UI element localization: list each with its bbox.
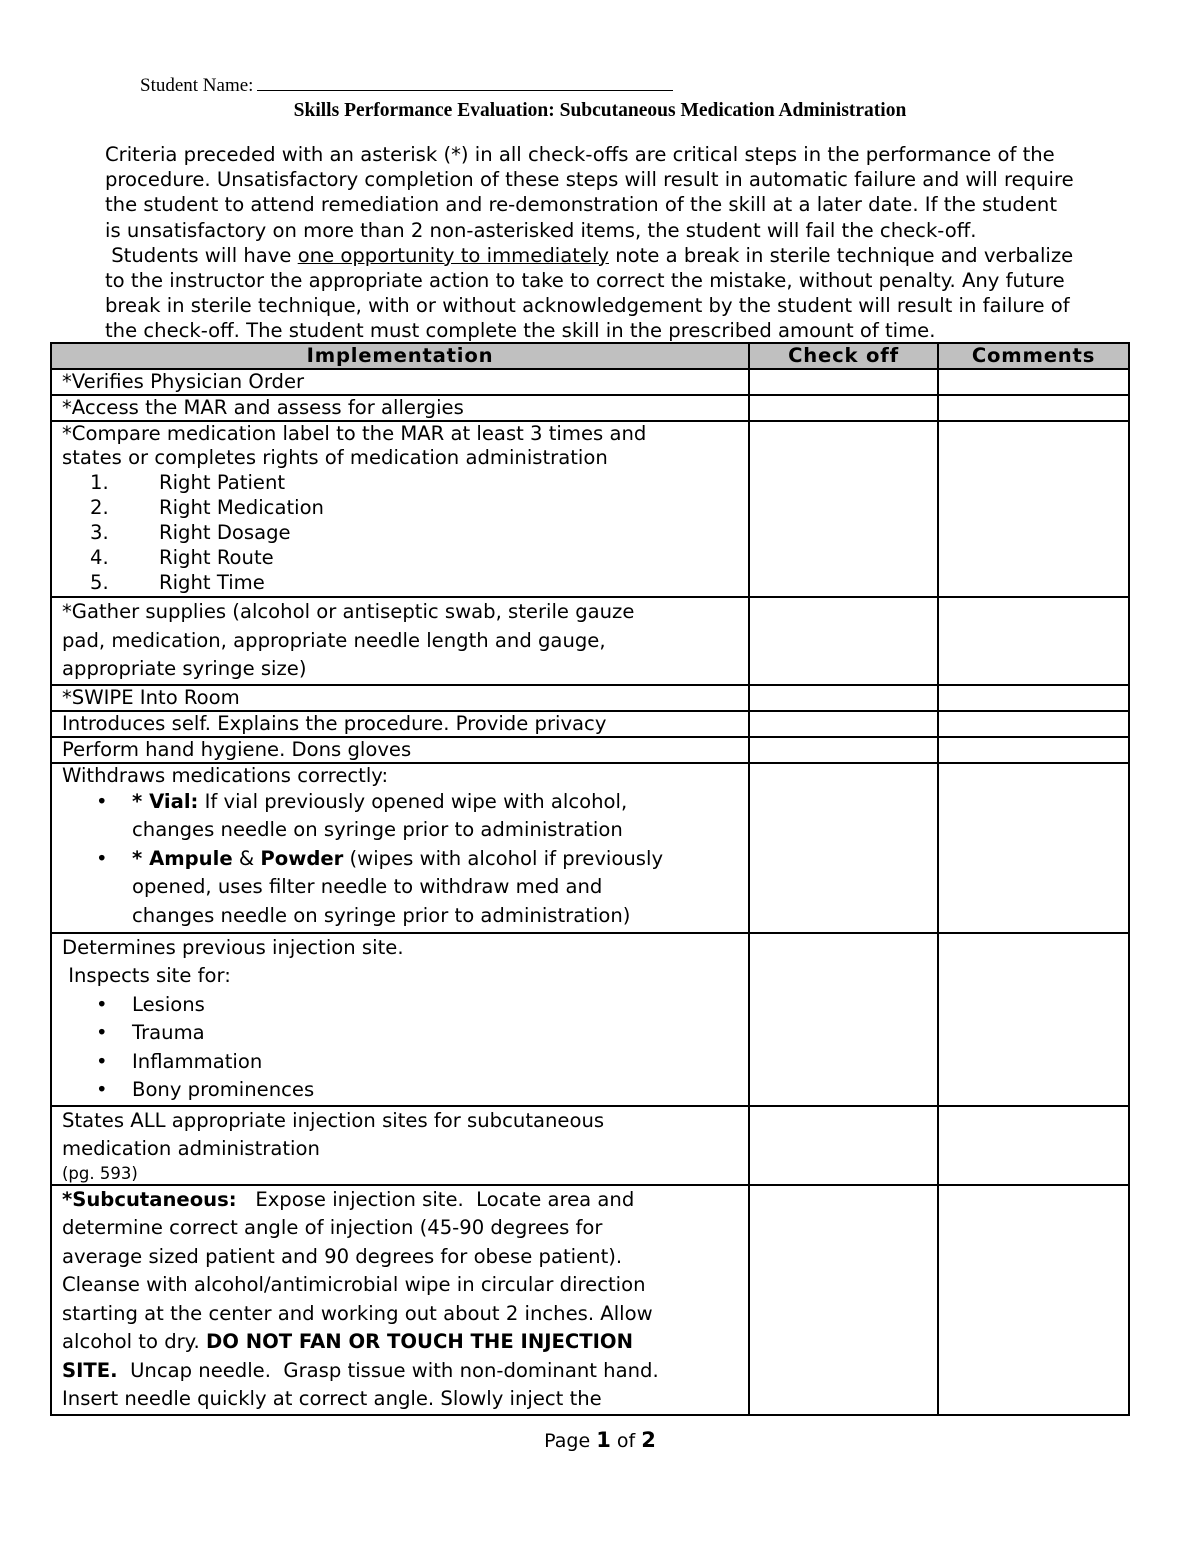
check-off-cell[interactable] (749, 369, 938, 395)
list-number: 5. (90, 571, 109, 594)
list-item (62, 470, 738, 495)
comments-cell[interactable] (938, 597, 1129, 685)
cell-text: Determines previous injection site. (62, 935, 404, 959)
cell-text: *Compare medication label to the MAR at least 3 times and (62, 422, 647, 445)
bullet-icon: • (96, 1021, 108, 1044)
check-off-cell[interactable] (749, 1185, 938, 1415)
student-name-blank[interactable] (257, 74, 673, 91)
table-row (51, 737, 1129, 763)
bullet-icon: • (96, 1049, 108, 1073)
ampule-label: * Ampule (132, 846, 233, 870)
criteria-line: break in sterile technique, with or without acknowledgement by the student will result in failure of (105, 294, 1070, 318)
comments-cell[interactable] (938, 737, 1129, 763)
comments-cell[interactable] (938, 369, 1129, 395)
list-item (62, 845, 738, 931)
withdraw-list (62, 788, 738, 931)
list-text: Trauma (132, 1021, 205, 1044)
list-text: Right Medication (159, 496, 324, 519)
implementation-cell (51, 933, 749, 1106)
implementation-cell (51, 597, 749, 685)
criteria-line: Criteria preceded with an asterisk (*) in all check-offs are critical steps in the performance of the (105, 143, 1055, 166)
cell-text: pad, medication, appropriate needle length and gauge, (62, 628, 606, 652)
list-item (62, 520, 738, 545)
table-row (51, 421, 1129, 597)
check-off-cell[interactable] (749, 395, 938, 421)
criteria-paragraph (105, 142, 1180, 344)
comments-cell[interactable] (938, 1185, 1129, 1415)
criteria-underlined-text: one opportunity to immediately (297, 243, 609, 267)
list-item (62, 1048, 738, 1077)
cell-text: alcohol to dry. (62, 1330, 206, 1353)
cell-text (62, 1357, 738, 1386)
cell-text: states or completes rights of medication administration (62, 446, 608, 469)
table-header-row (51, 343, 1129, 369)
warning-text: DO NOT FAN OR TOUCH THE INJECTION (205, 1330, 633, 1353)
implementation-cell (51, 421, 749, 597)
cell-text (62, 1328, 738, 1357)
table-row (51, 597, 1129, 685)
cell-text (62, 1186, 738, 1215)
of-word: of (616, 1430, 636, 1452)
cell-text: Cleanse with alcohol/antimicrobial wipe in circular direction (62, 1273, 646, 1296)
list-text: & (232, 846, 261, 870)
list-item (62, 1076, 738, 1105)
comments-cell[interactable] (938, 933, 1129, 1106)
list-text: (wipes with alcohol if previously (343, 846, 664, 870)
list-item (62, 495, 738, 520)
student-name-field (140, 74, 673, 97)
check-off-cell[interactable] (749, 763, 938, 933)
criteria-text: Students will have (105, 243, 298, 267)
list-text: If vial previously opened wipe with alcohol, (198, 789, 628, 813)
page-footer (0, 1428, 1200, 1452)
list-text: Right Patient (159, 471, 286, 494)
comments-cell[interactable] (938, 685, 1129, 711)
list-text: Right Dosage (159, 521, 291, 544)
list-text: Right Time (159, 571, 265, 594)
subcutaneous-label: *Subcutaneous: (62, 1187, 237, 1211)
cell-text: medication administration (62, 1137, 320, 1160)
page-total: 2 (641, 1428, 656, 1452)
bullet-icon: • (96, 789, 108, 813)
table-row (51, 685, 1129, 711)
list-text: changes needle on syringe prior to administration) (132, 903, 631, 927)
list-item (62, 545, 738, 570)
page-reference: (pg. 593) (62, 1163, 138, 1183)
table-row (51, 1185, 1129, 1415)
table-row (51, 395, 1129, 421)
check-off-cell[interactable] (749, 933, 938, 1106)
inspect-list (62, 991, 738, 1105)
list-text: Bony prominences (132, 1078, 315, 1101)
criteria-line: the student to attend remediation and re-demonstration of the skill at a later date. If the student (105, 193, 1057, 217)
comments-cell[interactable] (938, 763, 1129, 933)
rights-list (62, 470, 738, 595)
implementation-cell (51, 763, 749, 933)
criteria-text: note a break in sterile technique and verbalize (609, 243, 1074, 267)
header-check-off: Check off (749, 343, 938, 369)
implementation-cell: *SWIPE Into Room (51, 685, 749, 711)
comments-cell[interactable] (938, 1106, 1129, 1185)
warning-text: SITE. (62, 1358, 118, 1382)
check-off-cell[interactable] (749, 597, 938, 685)
list-item (62, 788, 738, 845)
criteria-line (105, 243, 1180, 268)
list-item (62, 570, 738, 595)
page-word: Page (544, 1430, 591, 1452)
list-text: opened, uses filter needle to withdraw med and (132, 875, 603, 898)
implementation-cell: *Verifies Physician Order (51, 369, 749, 395)
table-row (51, 763, 1129, 933)
powder-label: Powder (260, 846, 344, 870)
table-row (51, 933, 1129, 1106)
table-row (51, 1106, 1129, 1185)
criteria-line: to the instructor the appropriate action to take to correct the mistake, without penalty. Any future (105, 269, 1065, 293)
cell-text: Withdraws medications correctly: (62, 763, 389, 787)
criteria-line: is unsatisfactory on more than 2 non-asterisked items, the student will fail the check-off. (105, 218, 977, 242)
list-item (62, 991, 738, 1020)
criteria-line: procedure. Unsatisfactory completion of these steps will result in automatic failure and will require (105, 168, 1074, 192)
list-text: changes needle on syringe prior to administration (132, 818, 623, 841)
cell-text: Insert needle quickly at correct angle. Slowly inject the (62, 1387, 602, 1410)
comments-cell[interactable] (938, 395, 1129, 421)
list-text: Right Route (159, 546, 274, 569)
cell-text: appropriate syringe size) (62, 657, 307, 680)
cell-text: Inspects site for: (62, 964, 231, 987)
implementation-cell (51, 1106, 749, 1185)
table-row (51, 711, 1129, 737)
list-item (62, 1019, 738, 1048)
bullet-icon: • (96, 1078, 108, 1101)
bullet-icon: • (96, 992, 108, 1016)
check-off-cell[interactable] (749, 1106, 938, 1185)
list-text: Lesions (132, 992, 205, 1016)
check-off-cell[interactable] (749, 737, 938, 763)
bullet-icon: • (96, 846, 108, 870)
header-comments: Comments (938, 343, 1129, 369)
list-number: 3. (90, 521, 109, 544)
check-off-cell[interactable] (749, 711, 938, 737)
evaluation-table (50, 342, 1130, 1416)
list-number: 1. (90, 471, 109, 494)
cell-text: determine correct angle of injection (45-90 degrees for (62, 1216, 603, 1239)
comments-cell[interactable] (938, 421, 1129, 597)
list-number: 2. (90, 496, 109, 519)
implementation-cell: *Access the MAR and assess for allergies (51, 395, 749, 421)
vial-label: * Vial: (132, 789, 199, 813)
table-row (51, 369, 1129, 395)
cell-text: *Gather supplies (alcohol or antiseptic swab, sterile gauze (62, 600, 635, 623)
implementation-cell: Introduces self. Explains the procedure. Provide privacy (51, 711, 749, 737)
cell-text: starting at the center and working out about 2 inches. Allow (62, 1301, 653, 1325)
implementation-cell: Perform hand hygiene. Dons gloves (51, 737, 749, 763)
check-off-cell[interactable] (749, 421, 938, 597)
implementation-cell (51, 1185, 749, 1415)
cell-text: Uncap needle. Grasp tissue with non-dominant hand. (117, 1358, 659, 1382)
header-implementation: Implementation (51, 343, 749, 369)
student-name-label: Student Name: (140, 75, 254, 96)
page-title: Skills Performance Evaluation: Subcutaneous Medication Administration (293, 100, 907, 121)
list-number: 4. (90, 546, 109, 569)
cell-text: States ALL appropriate injection sites for subcutaneous (62, 1108, 605, 1132)
cell-text: Expose injection site. Locate area and (236, 1187, 635, 1211)
comments-cell[interactable] (938, 711, 1129, 737)
criteria-line: the check-off. The student must complete the skill in the prescribed amount of time. (105, 319, 936, 343)
page-number: 1 (596, 1428, 611, 1452)
check-off-cell[interactable] (749, 685, 938, 711)
cell-text: average sized patient and 90 degrees for obese patient). (62, 1244, 623, 1268)
list-text: Inflammation (132, 1049, 263, 1073)
